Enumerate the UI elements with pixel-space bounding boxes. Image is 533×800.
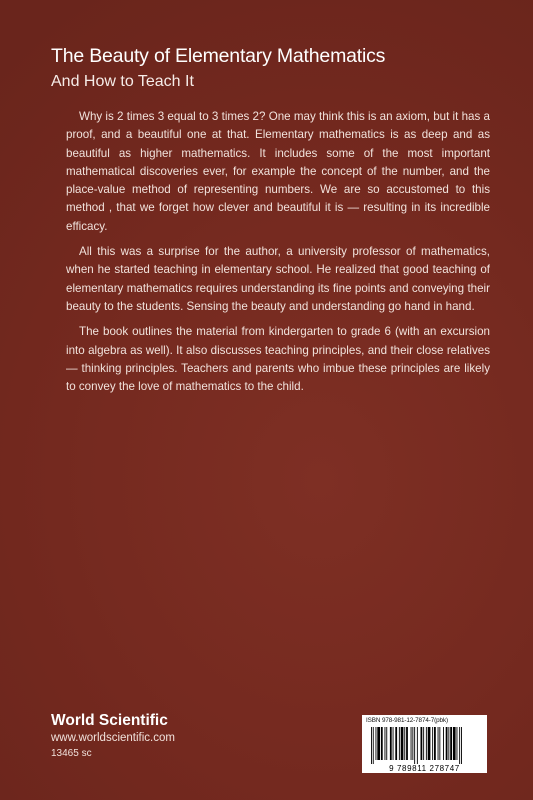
barcode-digits: 9 789811 278747 xyxy=(389,764,460,773)
barcode-bar xyxy=(376,727,377,760)
barcode-bar xyxy=(381,727,383,760)
barcode-bar xyxy=(404,727,405,760)
barcode-bar xyxy=(401,727,404,760)
barcode-bar xyxy=(439,727,440,760)
barcode-bar xyxy=(438,727,439,760)
publisher-block xyxy=(51,712,271,761)
barcode-bar xyxy=(371,727,372,764)
barcode-bar xyxy=(395,727,397,760)
blurb xyxy=(66,108,490,403)
barcode-bar xyxy=(399,727,400,760)
barcode-bar xyxy=(411,727,412,760)
book-title: The Beauty of Elementary Mathematics xyxy=(51,45,386,67)
blurb-paragraph: All this was a surprise for the author, a university professor of mathematics, when he started teaching in elementary school. He realized that good teaching of elementary mathematics requires understanding its fine points and conveying their beauty to the students. Sensing the beauty and understanding go hand in hand. xyxy=(66,245,490,313)
publisher-name: World Scientific xyxy=(51,712,168,729)
barcode-bar xyxy=(406,727,408,760)
isbn-barcode xyxy=(362,715,487,773)
barcode-bar xyxy=(393,727,394,760)
isbn-label: ISBN 978-981-12-7874-7(pbk) xyxy=(366,717,449,724)
barcode-bar xyxy=(457,727,458,760)
barcode-bar xyxy=(390,727,392,760)
barcode-bar xyxy=(386,727,387,760)
barcode-bar xyxy=(448,727,449,760)
book-subtitle: And How to Teach It xyxy=(51,73,194,90)
barcode-bar xyxy=(461,727,462,764)
publisher-url: www.worldscientific.com xyxy=(51,732,175,744)
barcode-bar xyxy=(421,727,423,760)
barcode-bar xyxy=(417,727,418,764)
blurb-paragraph: Why is 2 times 3 equal to 3 times 2? One may think this is an axiom, but it has a proof, and a beautiful one at that. Elementary mathematics is as deep and as beautiful as higher mathematics. It includes some of the most important mathematical discoveries ever, for example the concept of the number, and the place-value method of representing numbers. We are so accustomed to this method , that we forget how clever and beautiful it is — resulting in its incredible efficacy. xyxy=(66,110,490,233)
barcode-bar xyxy=(414,727,415,764)
barcode-bar xyxy=(434,727,436,760)
barcode-bar xyxy=(432,727,433,760)
blurb-paragraph: The book outlines the material from kindergarten to grade 6 (with an excursion into algebra as well). It also discusses teaching principles, and their close relatives — thinking principles. Teachers and parents who imbue these principles are likely to convey the love of mathematics to the child. xyxy=(66,325,490,394)
barcode-bar xyxy=(453,727,456,760)
barcode-bar xyxy=(459,727,460,764)
barcode-bar xyxy=(428,727,431,760)
barcode-bar xyxy=(377,727,380,760)
barcode-bar xyxy=(412,727,413,760)
barcode-bar xyxy=(385,727,386,760)
barcode-bar xyxy=(443,727,444,760)
barcode-bar xyxy=(373,727,374,764)
barcode-icon xyxy=(362,726,487,773)
barcode-bar xyxy=(450,727,452,760)
barcode-bar xyxy=(423,727,424,760)
barcode-bar xyxy=(446,727,448,760)
barcode-bar xyxy=(426,727,427,760)
catalog-code: 13465 sc xyxy=(51,748,92,759)
